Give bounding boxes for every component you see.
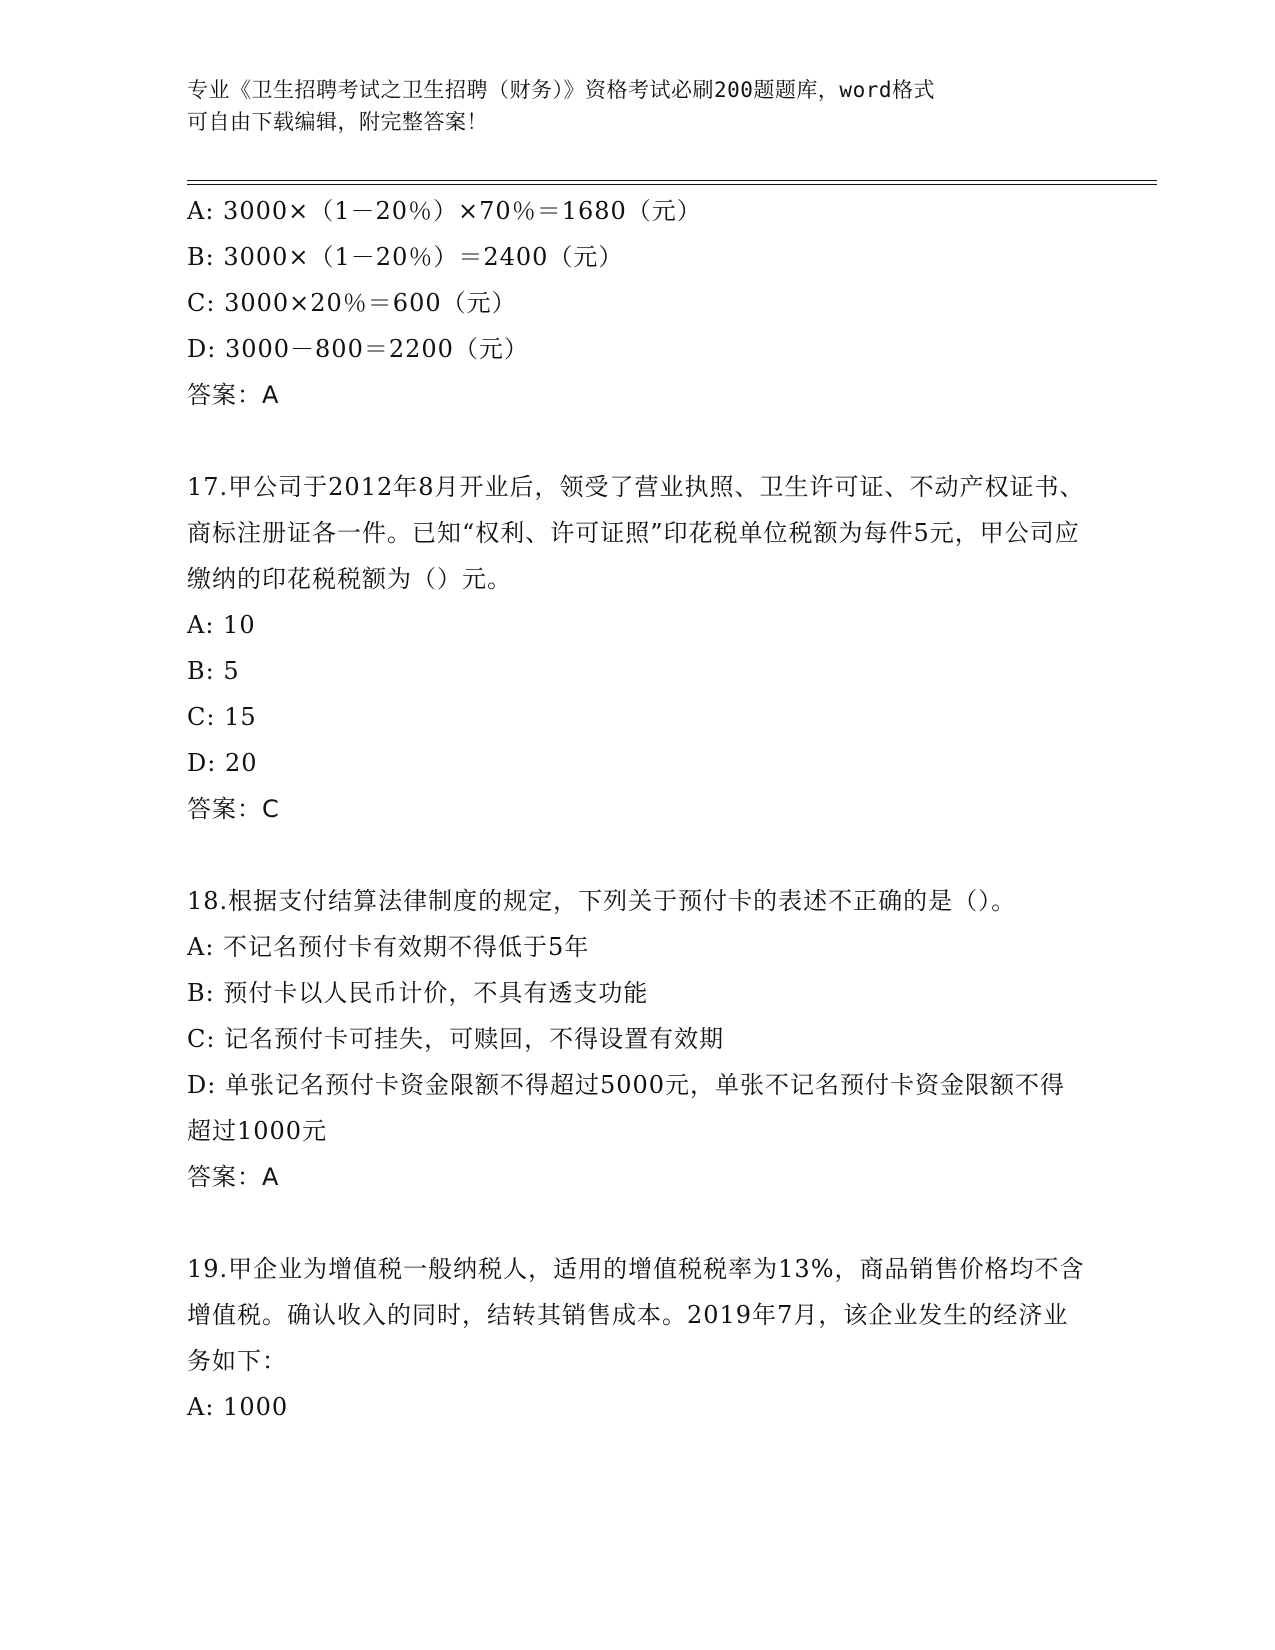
question-18	[187, 878, 1087, 1200]
spacer	[187, 1200, 1087, 1246]
option-c: C: 15	[187, 703, 257, 731]
document-header	[187, 74, 1087, 138]
option-a: A: 3000×（1－20％）×70％＝1680（元）	[187, 197, 702, 225]
question-text: 17.甲公司于2012年8月开业后，领受了营业执照、卫生许可证、不动产权证书、商标注册证各一件。已知“权利、许可证照”印花税单位税额为每件5元，甲公司应缴纳的印花税税额为（）元。	[187, 473, 1085, 593]
question-17	[187, 464, 1087, 832]
header-line-2: 可自由下载编辑，附完整答案！	[187, 110, 488, 134]
option-a: A: 10	[187, 611, 256, 639]
option-b: B: 预付卡以人民币计价，不具有透支功能	[187, 979, 649, 1007]
question-text: 19.甲企业为增值税一般纳税人，适用的增值税税率为13%，商品销售价格均不含增值税。确认收入的同时，结转其销售成本。2019年7月，该企业发生的经济业务如下：	[187, 1255, 1085, 1375]
question-16-options	[187, 188, 1087, 418]
answer-label: 答案：C	[187, 795, 280, 823]
header-divider-top	[187, 180, 1157, 181]
option-c: C: 记名预付卡可挂失，可赎回，不得设置有效期	[187, 1025, 725, 1053]
header-divider-bottom	[187, 184, 1157, 185]
answer-label: 答案：A	[187, 1163, 280, 1191]
option-d: D: 3000－800＝2200（元）	[187, 335, 529, 363]
option-d: D: 20	[187, 749, 258, 777]
question-text: 18.根据支付结算法律制度的规定，下列关于预付卡的表述不正确的是（）。	[187, 887, 1017, 915]
option-a: A: 不记名预付卡有效期不得低于5年	[187, 933, 590, 961]
header-line-1: 专业《卫生招聘考试之卫生招聘（财务）》资格考试必刷200题题库，word格式	[187, 78, 935, 102]
option-a: A: 1000	[187, 1393, 289, 1421]
answer-label: 答案：A	[187, 381, 280, 409]
option-d: D: 单张记名预付卡资金限额不得超过5000元，单张不记名预付卡资金限额不得超过1000元	[187, 1071, 1066, 1145]
question-19	[187, 1246, 1087, 1430]
question-list	[187, 188, 1087, 1430]
option-c: C: 3000×20％＝600（元）	[187, 289, 517, 317]
option-b: B: 5	[187, 657, 240, 685]
spacer	[187, 832, 1087, 878]
spacer	[187, 418, 1087, 464]
option-b: B: 3000×（1－20％）＝2400（元）	[187, 243, 624, 271]
